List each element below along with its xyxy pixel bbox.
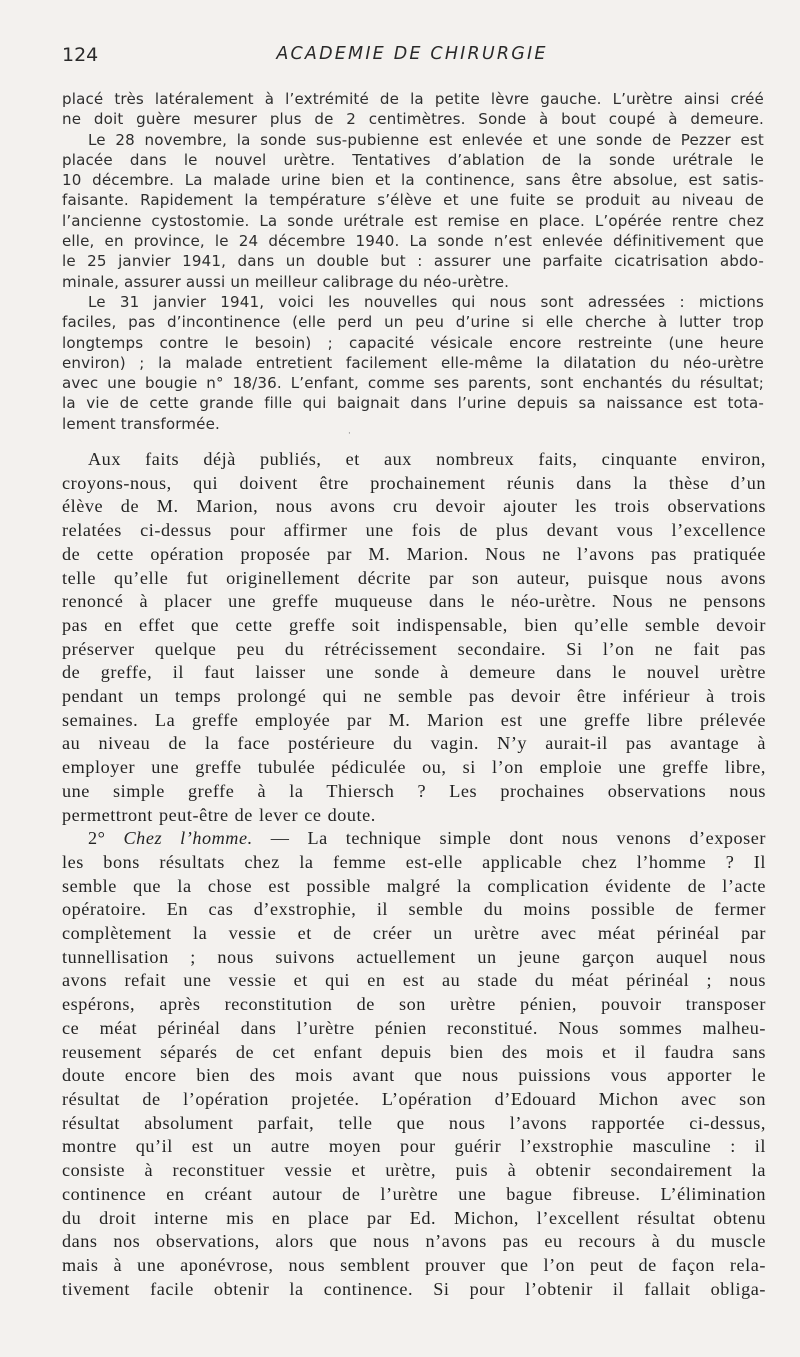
text-line: permettront peut-être de lever ce doute. (62, 804, 376, 825)
text-line: tivement facile obtenir la continence. Si pour l’obtenir il fallait obliga- (62, 1278, 766, 1299)
text-line: ce méat périnéal dans l’urètre pénien reconstitué. Nous sommes malheu- (62, 1017, 766, 1038)
text-line: placée dans le nouvel urètre. Tentatives d’ablation de la sonde urétrale le (62, 150, 764, 169)
text-line: une simple greffe à la Thiersch ? Les prochaines observations nous (62, 780, 766, 801)
text-line: semble que la chose est possible malgré la complication évidente de l’acte (62, 875, 766, 896)
text-line: Le 31 janvier 1941, voici les nouvelles qui nous sont adressées : mictions (88, 292, 764, 311)
text-line: 10 décembre. La malade urine bien et la continence, sans être absolue, est satis- (62, 171, 764, 190)
stray-dot: · (348, 429, 351, 439)
text-line: longtemps contre le besoin) ; capacité vésicale encore restreinte (une heure (62, 333, 764, 352)
text-line: continence en créant autour de l’urètre une bague fibreuse. L’élimination (62, 1183, 766, 1204)
text-line: l’ancienne cystostomie. La sonde urétrale est remise en place. L’opérée rentre chez (62, 211, 764, 230)
text-line: au niveau de la face postérieure du vagin. N’y aurait-il pas avantage à (62, 733, 766, 754)
text-line: tunnellisation ; nous suivons actuellement un jeune garçon auquel nous (62, 946, 766, 967)
text-line: complètement la vessie et de créer un urètre avec méat périnéal par (62, 923, 766, 944)
text-line: consiste à reconstituer vessie et urètre, puis à obtenir secondairement la (62, 1160, 766, 1181)
text-line: dans nos observations, alors que nous n’avons pas eu recours à du muscle (62, 1231, 766, 1252)
text-line: de greffe, il faut laisser une sonde à demeure dans le nouvel urètre (62, 662, 766, 683)
text-line: Aux faits déjà publiés, et aux nombreux faits, cinquante environ, (88, 449, 766, 469)
text-line: faisante. Rapidement la température s’élève et une fuite se produit au niveau de (62, 191, 764, 210)
page-number: 124 (62, 44, 99, 66)
text-line: faciles, pas d’incontinence (elle perd un peu d’urine si elle cherche à lutter trop (62, 313, 764, 332)
text-line: elle, en province, le 24 décembre 1940. La sonde n’est enlevée définitivement que (62, 232, 764, 251)
text-line: pas en effet que cette greffe soit indispensable, bien qu’elle semble devoir (62, 614, 766, 635)
text-line: 2° Chez l’homme. — La technique simple dont nous venons d’exposer (88, 828, 766, 849)
text-line: pendant un temps prolongé qui ne semble pas devoir être inférieur à trois (62, 686, 766, 707)
text-line: le 25 janvier 1941, dans un double but : assurer une parfaite cicatrisation abdo- (62, 252, 764, 271)
text-line: employer une greffe tubulée pédiculée ou, si l’on emploie une greffe libre, (62, 757, 766, 778)
text-line: de cette opération proposée par M. Marion. Nous ne l’avons pas pratiquée (62, 543, 766, 564)
text-line: élève de M. Marion, nous avons cru devoir ajouter les trois observations (62, 496, 766, 517)
text-line: placé très latéralement à l’extrémité de la petite lèvre gauche. L’urètre ainsi créé (62, 90, 764, 108)
text-line: espérons, après reconstitution de son urètre pénien, pouvoir transposer (62, 994, 766, 1015)
text-line: mais à une aponévrose, nous semblent prouver que l’on peut de façon rela- (62, 1254, 766, 1275)
text-line: résultat absolument parfait, telle que nous l’avons rapportée ci-dessus, (62, 1112, 766, 1133)
text-line: du droit interne mis en place par Ed. Michon, l’excellent résultat obtenu (62, 1207, 766, 1228)
text-line: minale, assurer aussi un meilleur calibrage du néo-urètre. (62, 272, 510, 291)
page-header (62, 44, 762, 70)
text-line: lement transformée. (62, 414, 220, 433)
discussion-text (62, 448, 766, 1301)
text-line: avec une bougie n° 18/36. L’enfant, comme ses parents, sont enchantés du résultat; (62, 374, 764, 393)
text-line: la vie de cette grande fille qui baignait dans l’urine depuis sa naissance est tota- (62, 394, 764, 413)
text-line: opératoire. En cas d’exstrophie, il semble du moins possible de fermer (62, 899, 766, 920)
text-line: environ) ; la malade entretient facilement elle-même la dilatation du néo-urètre (62, 353, 764, 372)
text-line: croyons-nous, qui doivent être prochainement réunis dans la thèse d’un (62, 472, 766, 493)
text-line: ne doit guère mesurer plus de 2 centimètres. Sonde à bout coupé à demeure. (62, 110, 764, 129)
text-line: reusement séparés de cet enfant depuis bien des mois et il faudra sans (62, 1041, 766, 1062)
text-line: relatées ci-dessus pour affirmer une fois de plus devant vous l’excellence (62, 520, 766, 541)
text-line: doute encore bien des mois avant que nous puissions vous apporter le (62, 1065, 766, 1086)
text-line: semaines. La greffe employée par M. Marion est une greffe libre prélevée (62, 709, 766, 730)
text-line: avons refait une vessie et qui en est au stade du méat périnéal ; nous (62, 970, 766, 991)
text-line: préserver quelque peu du rétrécissement secondaire. Si l’on ne fait pas (62, 638, 766, 659)
case-report-paragraph (62, 89, 764, 434)
text-line: résultat de l’opération projetée. L’opération d’Edouard Michon avec son (62, 1088, 766, 1109)
text-line: renoncé à placer une greffe muqueuse dans le néo-urètre. Nous ne pensons (62, 591, 766, 612)
text-line: montre qu’il est un autre moyen pour guérir l’exstrophie masculine : il (62, 1136, 766, 1157)
text-line: Le 28 novembre, la sonde sus-pubienne est enlevée et une sonde de Pezzer est (88, 130, 764, 149)
text-line: telle qu’elle fut originellement décrite par son auteur, puisque nous avons (62, 567, 766, 588)
running-title: ACADEMIE DE CHIRURGIE (276, 44, 548, 64)
text-line: les bons résultats chez la femme est-elle applicable chez l’homme ? Il (62, 851, 766, 872)
